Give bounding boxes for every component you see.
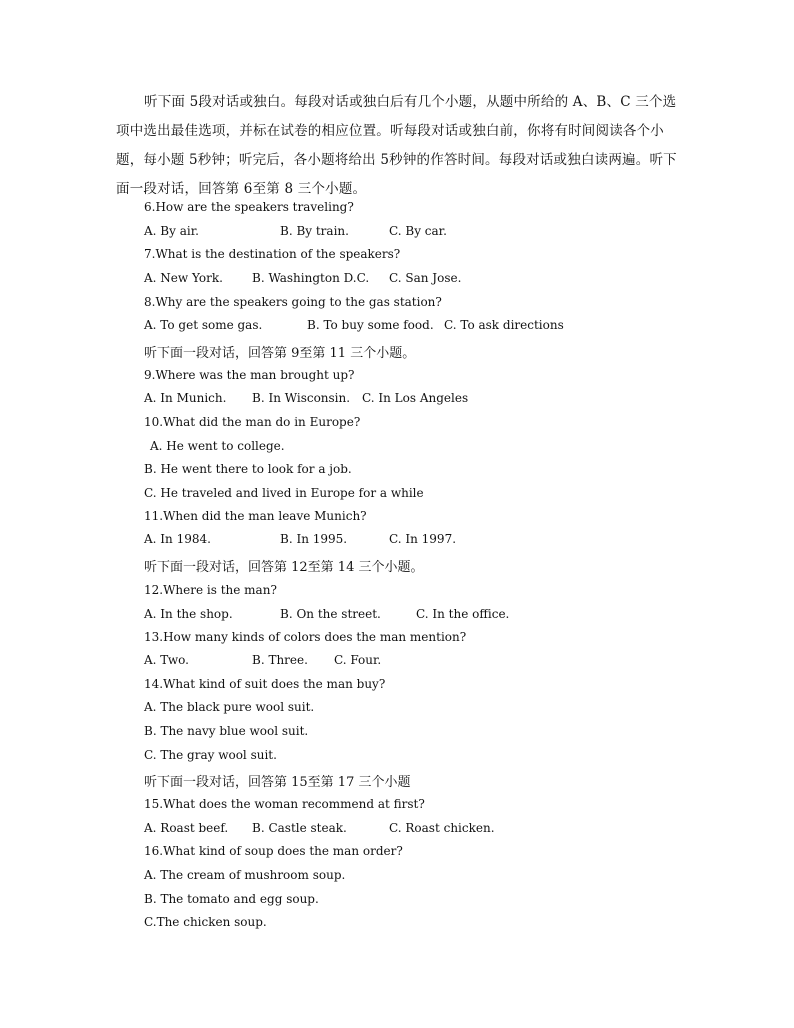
question-16-option-b: B. The tomato and egg soup.: [144, 892, 319, 906]
question-14: 14.What kind of suit does the man buy?: [144, 677, 386, 691]
question-13: 13.How many kinds of colors does the man mention?: [144, 630, 467, 644]
option-a: A. In the shop.: [144, 607, 233, 621]
option-b: B. To buy some food.: [307, 318, 434, 332]
question-10-option-b: B. He went there to look for a job.: [144, 462, 352, 476]
question-6: 6.How are the speakers traveling?: [144, 200, 354, 214]
option-c: C. Roast chicken.: [389, 821, 495, 835]
question-10: 10.What did the man do in Europe?: [144, 415, 361, 429]
option-b: B. In Wisconsin.: [252, 391, 351, 405]
option-a: A. By air.: [144, 224, 199, 238]
section-heading-4: 听下面一段对话，回答第 15至第 17 三个小题: [144, 775, 411, 790]
section-heading-3: 听下面一段对话，回答第 12至第 14 三个小题。: [144, 560, 424, 575]
option-c: C. By car.: [389, 224, 447, 238]
question-10-option-c: C. He traveled and lived in Europe for a while: [144, 486, 424, 500]
option-b: B. Washington D.C.: [252, 271, 370, 285]
option-c: C. In Los Angeles: [362, 391, 469, 405]
question-14-option-b: B. The navy blue wool suit.: [144, 724, 309, 738]
question-12: 12.Where is the man?: [144, 583, 277, 597]
question-7: 7.What is the destination of the speakers?: [144, 247, 401, 261]
option-a: A. In Munich.: [144, 391, 227, 405]
section-heading-2: 听下面一段对话，回答第 9至第 11 三个小题。: [144, 346, 416, 361]
option-b: B. Three.: [252, 653, 308, 667]
question-15: 15.What does the woman recommend at first?: [144, 797, 425, 811]
question-11: 11.When did the man leave Munich?: [144, 509, 367, 523]
option-a: A. New York.: [144, 271, 223, 285]
question-14-option-c: C. The gray wool suit.: [144, 748, 277, 762]
question-8: 8.Why are the speakers going to the gas station?: [144, 295, 442, 309]
instructions: [116, 88, 678, 204]
option-c: C. Four.: [334, 653, 382, 667]
option-a: A. Two.: [144, 653, 189, 667]
option-b: B. On the street.: [280, 607, 381, 621]
question-16: 16.What kind of soup does the man order?: [144, 844, 403, 858]
option-c: C. In 1997.: [389, 532, 457, 546]
option-a: A. To get some gas.: [144, 318, 263, 332]
option-b: B. Castle steak.: [252, 821, 347, 835]
option-b: B. By train.: [280, 224, 349, 238]
question-10-option-a: A. He went to college.: [150, 439, 285, 453]
option-b: B. In 1995.: [280, 532, 348, 546]
question-9: 9.Where was the man brought up?: [144, 368, 355, 382]
option-a: A. Roast beef.: [144, 821, 229, 835]
option-c: C. In the office.: [416, 607, 510, 621]
option-c: C. To ask directions: [444, 318, 564, 332]
option-c: C. San Jose.: [389, 271, 462, 285]
instructions-text: 听下面 5段对话或独白。每段对话或独白后有几个小题，从题中所给的 A、B、C 三个选项中选出最佳选项，并标在试卷的相应位置。听每段对话或独白前，你将有时间阅读各个小题，每小题 5秒钟；听完后，各小题将给出 5秒钟的作答时间。每段对话或独白读两遍。听下面一段对话，回答第 6至第 8 三个小题。: [116, 94, 677, 197]
question-16-option-a: A. The cream of mushroom soup.: [144, 868, 346, 882]
question-14-option-a: A. The black pure wool suit.: [144, 700, 315, 714]
option-a: A. In 1984.: [144, 532, 211, 546]
question-16-option-c: C.The chicken soup.: [144, 915, 267, 929]
